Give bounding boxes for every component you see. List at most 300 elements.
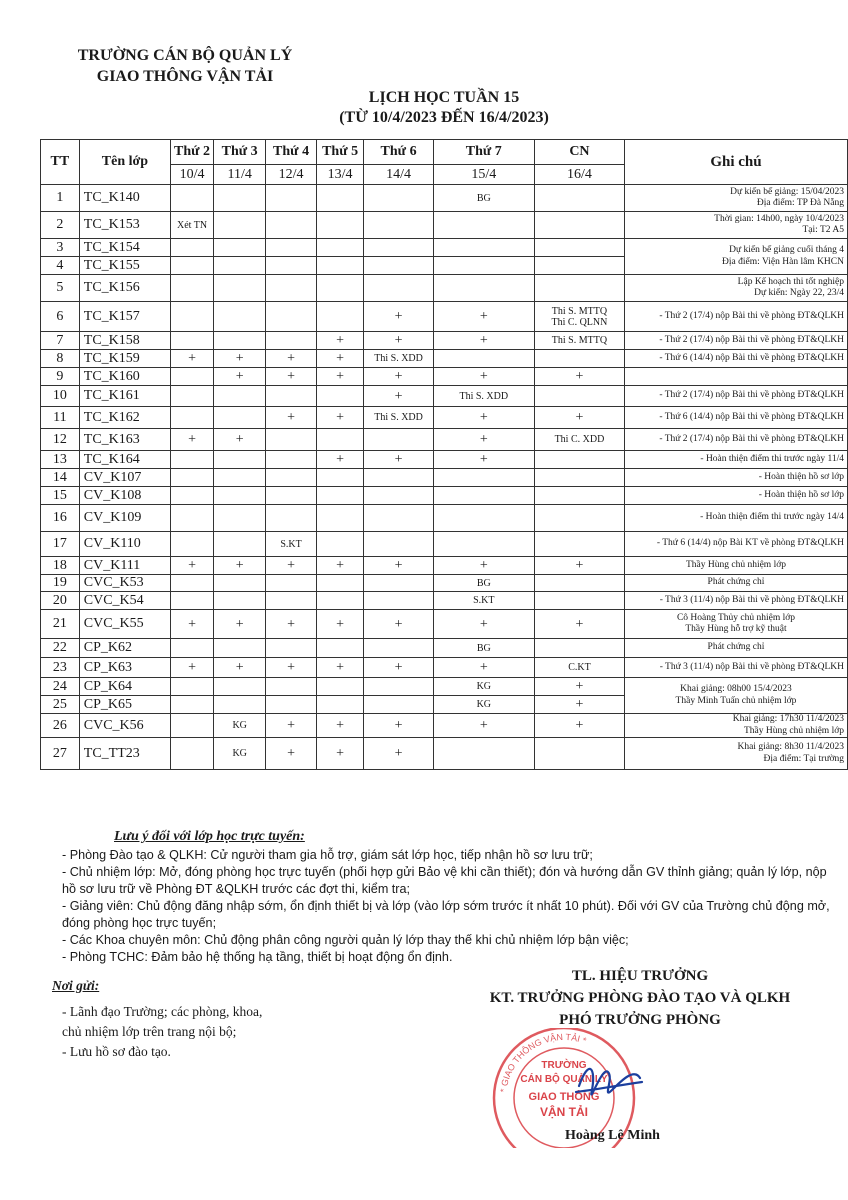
schedule-cell <box>266 185 316 212</box>
row-note: - Thứ 2 (17/4) nộp Bài thi về phòng ĐT&QLKH <box>624 302 847 332</box>
table-row <box>41 505 848 532</box>
svg-text:CÁN BỘ QUẢN LÝ: CÁN BỘ QUẢN LÝ <box>520 1074 608 1085</box>
row-class-name: TC_TT23 <box>79 738 170 770</box>
schedule-cell: + <box>433 714 534 738</box>
row-tt: 19 <box>41 575 80 592</box>
table-row <box>41 557 848 575</box>
schedule-cell: + <box>316 714 364 738</box>
schedule-cell <box>316 257 364 275</box>
schedule-cell <box>214 451 266 469</box>
schedule-cell <box>171 185 214 212</box>
online-note-item: - Giảng viên: Chủ động đăng nhập sớm, ổn định thiết bị và lớp (vào lớp sớm trước ít nhất 10 phút). Đối với GV của Trường chủ động mở, đóng phòng học trực tuyến; <box>62 899 830 930</box>
svg-text:GIAO THÔNG: GIAO THÔNG <box>528 1091 600 1103</box>
schedule-cell <box>534 639 624 658</box>
table-row <box>41 658 848 678</box>
row-note: - Hoàn thiện hồ sơ lớp <box>624 487 847 505</box>
schedule-cell <box>364 257 433 275</box>
schedule-cell: Xét TN <box>171 212 214 239</box>
svg-text:VẬN TẢI: VẬN TẢI <box>540 1105 588 1119</box>
online-note-item: - Phòng Đào tạo & QLKH: Cử người tham gia hỗ trợ, giám sát lớp học, tiếp nhận hồ sơ lưu trữ; <box>62 848 593 862</box>
schedule-cell: + <box>433 610 534 639</box>
schedule-cell <box>364 185 433 212</box>
row-class-name: CP_K62 <box>79 639 170 658</box>
table-row <box>41 239 848 257</box>
schedule-cell <box>214 212 266 239</box>
schedule-cell <box>534 239 624 257</box>
schedule-cell <box>214 487 266 505</box>
schedule-cell <box>171 386 214 407</box>
schedule-cell <box>171 592 214 610</box>
schedule-cell <box>214 469 266 487</box>
schedule-cell <box>171 469 214 487</box>
schedule-cell: + <box>534 610 624 639</box>
row-note: Phát chứng chỉ <box>624 639 847 658</box>
schedule-cell <box>266 487 316 505</box>
schedule-cell <box>433 350 534 368</box>
row-tt: 22 <box>41 639 80 658</box>
schedule-cell: KG <box>433 696 534 714</box>
row-tt: 10 <box>41 386 80 407</box>
schedule-cell <box>364 505 433 532</box>
schedule-cell <box>266 678 316 696</box>
table-row <box>41 275 848 302</box>
schedule-cell <box>534 451 624 469</box>
col-header-note: Ghi chú <box>624 140 847 185</box>
row-class-name: CV_K107 <box>79 469 170 487</box>
row-class-name: CVC_K54 <box>79 592 170 610</box>
schedule-cell <box>214 575 266 592</box>
schedule-cell: + <box>433 451 534 469</box>
row-tt: 4 <box>41 257 80 275</box>
col-header-day: Thứ 4 <box>266 140 316 165</box>
col-header-date: 13/4 <box>316 165 364 185</box>
row-tt: 24 <box>41 678 80 696</box>
row-class-name: CVC_K53 <box>79 575 170 592</box>
col-header-day: Thứ 5 <box>316 140 364 165</box>
schedule-cell <box>214 185 266 212</box>
schedule-cell <box>433 738 534 770</box>
row-note: Phát chứng chỉ <box>624 575 847 592</box>
schedule-cell: + <box>433 407 534 429</box>
schedule-cell <box>266 696 316 714</box>
schedule-cell <box>214 239 266 257</box>
schedule-cell <box>364 592 433 610</box>
schedule-cell: Thi S. MTTQ Thi C. QLNN <box>534 302 624 332</box>
schedule-cell: + <box>433 302 534 332</box>
table-row <box>41 487 848 505</box>
schedule-cell <box>316 532 364 557</box>
schedule-cell <box>316 505 364 532</box>
row-class-name: TC_K158 <box>79 332 170 350</box>
schedule-cell <box>433 257 534 275</box>
schedule-cell: + <box>364 302 433 332</box>
schedule-cell: + <box>364 658 433 678</box>
schedule-cell <box>316 575 364 592</box>
table-row <box>41 592 848 610</box>
schedule-cell: BG <box>433 185 534 212</box>
schedule-cell <box>364 639 433 658</box>
schedule-cell: S.KT <box>433 592 534 610</box>
schedule-cell: + <box>433 332 534 350</box>
row-class-name: TC_K160 <box>79 368 170 386</box>
row-tt: 1 <box>41 185 80 212</box>
table-row <box>41 575 848 592</box>
signature-line1: TL. HIỆU TRƯỞNG <box>571 968 709 984</box>
col-header-tt: TT <box>41 140 80 185</box>
schedule-cell: KG <box>214 738 266 770</box>
schedule-cell <box>171 738 214 770</box>
schedule-cell <box>214 592 266 610</box>
recipients-heading: Nơi gửi: <box>52 978 100 993</box>
row-tt: 26 <box>41 714 80 738</box>
schedule-cell: S.KT <box>266 532 316 557</box>
schedule-cell <box>534 212 624 239</box>
schedule-cell <box>433 505 534 532</box>
schedule-cell <box>171 696 214 714</box>
schedule-cell: + <box>433 429 534 451</box>
schedule-cell <box>171 332 214 350</box>
schedule-cell <box>316 639 364 658</box>
schedule-cell: Thi S. XDD <box>364 407 433 429</box>
row-note: Cô Hoàng Thủy chủ nhiệm lớp Thầy Hùng hỗ trợ kỹ thuật <box>624 610 847 639</box>
row-note: Lập Kế hoạch thi tốt nghiệp Dự kiến: Ngày 22, 23/4 <box>624 275 847 302</box>
row-note: - Thứ 2 (17/4) nộp Bài thi về phòng ĐT&QLKH <box>624 332 847 350</box>
table-row <box>41 386 848 407</box>
schedule-cell <box>214 696 266 714</box>
schedule-cell: Thi S. MTTQ <box>534 332 624 350</box>
schedule-cell <box>171 714 214 738</box>
schedule-table <box>40 139 848 770</box>
row-tt: 13 <box>41 451 80 469</box>
schedule-cell <box>266 386 316 407</box>
row-tt: 5 <box>41 275 80 302</box>
row-class-name: CV_K111 <box>79 557 170 575</box>
col-header-day: Thứ 3 <box>214 140 266 165</box>
online-note-item: - Các Khoa chuyên môn: Chủ động phân công người quản lý lớp thay thế khi chủ nhiệm lớp bận việc; <box>62 933 629 947</box>
row-note: - Hoàn thiện điểm thi trước ngày 11/4 <box>624 451 847 469</box>
schedule-cell <box>316 592 364 610</box>
schedule-cell: + <box>364 386 433 407</box>
schedule-cell <box>266 451 316 469</box>
row-note: Dự kiến bế giảng: 15/04/2023 Địa điểm: TP Đà Nẵng <box>624 185 847 212</box>
row-tt: 8 <box>41 350 80 368</box>
schedule-cell: + <box>316 451 364 469</box>
schedule-cell: + <box>171 350 214 368</box>
schedule-cell <box>214 332 266 350</box>
row-tt: 14 <box>41 469 80 487</box>
schedule-cell <box>534 386 624 407</box>
schedule-cell <box>266 275 316 302</box>
table-row <box>41 302 848 332</box>
schedule-cell <box>214 678 266 696</box>
schedule-cell <box>266 239 316 257</box>
table-row <box>41 469 848 487</box>
schedule-cell: + <box>316 658 364 678</box>
row-class-name: TC_K157 <box>79 302 170 332</box>
schedule-cell: + <box>214 350 266 368</box>
row-note: Khai giảng: 08h00 15/4/2023 Thầy Minh Tuấn chủ nhiệm lớp <box>624 678 847 714</box>
table-row <box>41 429 848 451</box>
signature-line3: PHÓ TRƯỞNG PHÒNG <box>559 1012 721 1028</box>
row-class-name: CP_K65 <box>79 696 170 714</box>
table-row <box>41 212 848 239</box>
schedule-cell: Thi S. XDD <box>433 386 534 407</box>
schedule-cell <box>316 678 364 696</box>
schedule-cell <box>171 239 214 257</box>
online-notes <box>62 828 842 966</box>
schedule-cell <box>214 407 266 429</box>
schedule-cell <box>214 257 266 275</box>
schedule-cell <box>433 532 534 557</box>
schedule-cell <box>214 302 266 332</box>
schedule-cell <box>171 407 214 429</box>
schedule-cell: + <box>316 407 364 429</box>
row-note: - Hoàn thiện điểm thi trước ngày 14/4 <box>624 505 847 532</box>
table-row <box>41 332 848 350</box>
row-note: - Thứ 6 (14/4) nộp Bài thi về phòng ĐT&QLKH <box>624 407 847 429</box>
schedule-cell: + <box>534 714 624 738</box>
schedule-cell <box>266 429 316 451</box>
schedule-cell: + <box>266 714 316 738</box>
schedule-cell <box>534 350 624 368</box>
schedule-cell: + <box>316 332 364 350</box>
schedule-cell: + <box>214 429 266 451</box>
schedule-cell <box>364 212 433 239</box>
row-tt: 17 <box>41 532 80 557</box>
schedule-cell: + <box>266 610 316 639</box>
schedule-cell <box>316 469 364 487</box>
schedule-cell <box>364 239 433 257</box>
row-class-name: TC_K164 <box>79 451 170 469</box>
col-header-date: 15/4 <box>433 165 534 185</box>
row-class-name: TC_K163 <box>79 429 170 451</box>
schedule-cell <box>433 212 534 239</box>
schedule-cell: BG <box>433 575 534 592</box>
schedule-cell <box>171 575 214 592</box>
schedule-cell <box>534 738 624 770</box>
schedule-table-wrap <box>40 139 848 770</box>
schedule-cell <box>364 487 433 505</box>
schedule-cell <box>534 532 624 557</box>
row-class-name: TC_K153 <box>79 212 170 239</box>
schedule-cell <box>316 302 364 332</box>
schedule-cell <box>364 469 433 487</box>
schedule-cell <box>534 592 624 610</box>
row-tt: 3 <box>41 239 80 257</box>
schedule-cell: + <box>266 368 316 386</box>
schedule-cell <box>364 275 433 302</box>
row-tt: 12 <box>41 429 80 451</box>
schedule-cell <box>171 451 214 469</box>
schedule-title: LỊCH HỌC TUẦN 15 <box>368 89 520 106</box>
row-tt: 11 <box>41 407 80 429</box>
schedule-cell <box>171 639 214 658</box>
online-note-item: - Chủ nhiệm lớp: Mở, đóng phòng học trực tuyến (phối hợp gửi Bảo vệ khi cần thiết); đón và hướng dẫn GV thỉnh giảng; quản lý lớp, nộp hồ sơ lưu trữ về Phòng ĐT &QLKH trước các đợt thi, kiểm tra; <box>62 865 827 896</box>
schedule-cell <box>266 592 316 610</box>
schedule-cell <box>534 469 624 487</box>
row-class-name: CV_K108 <box>79 487 170 505</box>
row-tt: 20 <box>41 592 80 610</box>
col-header-day: Thứ 6 <box>364 140 433 165</box>
recipients <box>52 978 272 1062</box>
row-class-name: CP_K64 <box>79 678 170 696</box>
row-class-name: TC_K156 <box>79 275 170 302</box>
schedule-cell <box>171 487 214 505</box>
row-note: - Thứ 3 (11/4) nộp Bài thi về phòng ĐT&QLKH <box>624 592 847 610</box>
col-header-name: Tên lớp <box>79 140 170 185</box>
row-note: Khai giảng: 8h30 11/4/2023 Địa điểm: Tại trường <box>624 738 847 770</box>
row-class-name: TC_K162 <box>79 407 170 429</box>
schedule-cell: BG <box>433 639 534 658</box>
row-note: - Thứ 2 (17/4) nộp Bài thi về phòng ĐT&QLKH <box>624 429 847 451</box>
schedule-cell: + <box>364 610 433 639</box>
schedule-cell: + <box>364 332 433 350</box>
table-row <box>41 451 848 469</box>
schedule-cell: Thi C. XDD <box>534 429 624 451</box>
table-row <box>41 714 848 738</box>
table-row <box>41 350 848 368</box>
schedule-cell <box>266 505 316 532</box>
schedule-cell <box>433 239 534 257</box>
schedule-cell: C.KT <box>534 658 624 678</box>
schedule-cell <box>534 575 624 592</box>
schedule-cell <box>316 386 364 407</box>
schedule-cell: + <box>214 658 266 678</box>
col-header-day: CN <box>534 140 624 165</box>
schedule-body <box>41 185 848 770</box>
schedule-cell: + <box>316 557 364 575</box>
signature-line2: KT. TRƯỞNG PHÒNG ĐÀO TẠO VÀ QLKH <box>489 990 791 1006</box>
schedule-cell: + <box>171 658 214 678</box>
schedule-cell <box>316 487 364 505</box>
row-class-name: TC_K161 <box>79 386 170 407</box>
row-tt: 27 <box>41 738 80 770</box>
row-class-name: CVC_K56 <box>79 714 170 738</box>
row-class-name: CV_K109 <box>79 505 170 532</box>
schedule-cell: + <box>266 557 316 575</box>
col-header-day: Thứ 7 <box>433 140 534 165</box>
schedule-cell <box>214 386 266 407</box>
row-class-name: TC_K159 <box>79 350 170 368</box>
schedule-cell: + <box>433 658 534 678</box>
recipient-item: - Lãnh đạo Trường; các phòng, khoa, chủ nhiệm lớp trên trang nội bộ; <box>62 1004 263 1039</box>
signer-name: Hoàng Lê Minh <box>565 1128 660 1143</box>
schedule-cell: + <box>316 350 364 368</box>
schedule-cell <box>316 185 364 212</box>
schedule-cell <box>214 505 266 532</box>
svg-text:TRƯỜNG: TRƯỜNG <box>541 1060 587 1071</box>
schedule-cell <box>316 275 364 302</box>
schedule-cell: + <box>534 407 624 429</box>
row-note: - Thứ 3 (11/4) nộp Bài thi về phòng ĐT&QLKH <box>624 658 847 678</box>
col-header-day: Thứ 2 <box>171 140 214 165</box>
row-note: - Hoàn thiện hồ sơ lớp <box>624 469 847 487</box>
schedule-cell: KG <box>433 678 534 696</box>
schedule-cell <box>534 505 624 532</box>
schedule-cell: + <box>316 738 364 770</box>
table-row <box>41 185 848 212</box>
schedule-cell <box>171 257 214 275</box>
schedule-cell: + <box>214 557 266 575</box>
schedule-cell: + <box>364 368 433 386</box>
schedule-cell: + <box>364 557 433 575</box>
schedule-cell <box>433 275 534 302</box>
schedule-cell <box>316 239 364 257</box>
schedule-cell: + <box>534 696 624 714</box>
schedule-cell: Thi S. XDD <box>364 350 433 368</box>
schedule-cell <box>364 696 433 714</box>
schedule-cell <box>316 212 364 239</box>
schedule-cell: + <box>266 350 316 368</box>
row-tt: 18 <box>41 557 80 575</box>
schedule-cell: + <box>171 610 214 639</box>
col-header-date: 14/4 <box>364 165 433 185</box>
row-note: Thầy Hùng chủ nhiệm lớp <box>624 557 847 575</box>
schedule-cell: + <box>433 368 534 386</box>
schedule-cell <box>266 639 316 658</box>
svg-text:* GIAO THÔNG VẬN TẢI *: * GIAO THÔNG VẬN TẢI * <box>498 1031 588 1093</box>
schedule-cell: + <box>364 714 433 738</box>
col-header-date: 11/4 <box>214 165 266 185</box>
schedule-cell <box>266 332 316 350</box>
online-notes-heading: Lưu ý đối với lớp học trực tuyến: <box>114 829 305 844</box>
schedule-cell: + <box>364 738 433 770</box>
schedule-cell: + <box>364 451 433 469</box>
row-tt: 15 <box>41 487 80 505</box>
schedule-cell: KG <box>214 714 266 738</box>
row-note: - Thứ 6 (14/4) nộp Bài KT về phòng ĐT&QLKH <box>624 532 847 557</box>
row-note: - Thứ 6 (14/4) nộp Bài thi về phòng ĐT&QLKH <box>624 350 847 368</box>
row-class-name: CP_K63 <box>79 658 170 678</box>
schedule-cell <box>364 532 433 557</box>
row-tt: 7 <box>41 332 80 350</box>
schedule-cell: + <box>171 429 214 451</box>
schedule-cell <box>433 487 534 505</box>
schedule-cell <box>534 275 624 302</box>
row-tt: 21 <box>41 610 80 639</box>
row-note: - Thứ 2 (17/4) nộp Bài thi về phòng ĐT&QLKH <box>624 386 847 407</box>
table-row <box>41 678 848 696</box>
table-row <box>41 639 848 658</box>
schedule-cell <box>364 678 433 696</box>
schedule-cell <box>214 275 266 302</box>
col-header-date: 10/4 <box>171 165 214 185</box>
table-row <box>41 610 848 639</box>
row-class-name: CVC_K55 <box>79 610 170 639</box>
row-class-name: CV_K110 <box>79 532 170 557</box>
schedule-cell <box>171 678 214 696</box>
schedule-cell <box>534 487 624 505</box>
row-class-name: TC_K155 <box>79 257 170 275</box>
schedule-cell: + <box>316 610 364 639</box>
recipient-item: - Lưu hồ sơ đào tạo. <box>62 1044 171 1059</box>
schedule-cell: + <box>171 557 214 575</box>
school-name-line2: GIAO THÔNG VẬN TẢI <box>96 68 274 85</box>
schedule-cell: + <box>214 610 266 639</box>
schedule-cell <box>316 696 364 714</box>
schedule-cell: + <box>433 557 534 575</box>
schedule-cell <box>534 185 624 212</box>
schedule-cell: + <box>534 678 624 696</box>
schedule-cell: + <box>534 557 624 575</box>
schedule-cell <box>171 302 214 332</box>
schedule-cell <box>171 532 214 557</box>
row-note: Thời gian: 14h00, ngày 10/4/2023 Tại: T2 A5 <box>624 212 847 239</box>
col-header-date: 16/4 <box>534 165 624 185</box>
table-row <box>41 532 848 557</box>
schedule-cell: + <box>316 368 364 386</box>
schedule-cell <box>266 575 316 592</box>
